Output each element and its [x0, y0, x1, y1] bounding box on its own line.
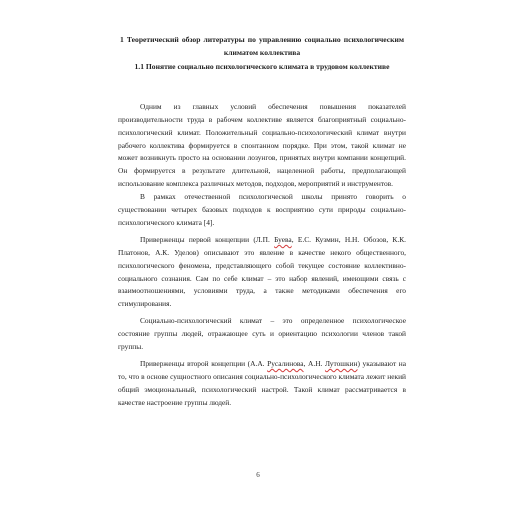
- paragraph-3: [118, 234, 406, 311]
- paragraph-4: Социально-психологический климат – это определенное психологическое состояние группы людей, отражающее суть и ориентацию психологии членов такой группы.: [118, 316, 406, 352]
- paragraph-5: [118, 358, 406, 410]
- section-heading: 1.1 Понятие социально психологического климата в трудовом коллективе: [134, 62, 390, 72]
- paragraph-1: Одним из главных условий обеспечения повышения показателей производительности труда в рабочем коллективе является благоприятный социально-психологический климат. Положительный социально-психологический климат внутри рабочего коллектива формируется в спонтанном порядке. При этом, такой климат не может возникнуть просто на основании лозунгов, принятых внутри компании концепций. Он формируется в результате длительной, нацеленной работы, предполагающей использование комплекса различных методов, подходов, мероприятий и инструментов.: [118, 101, 406, 189]
- paragraph-5-mid: , А.Н.: [303, 359, 325, 368]
- misspelled-name: Буева: [274, 234, 292, 244]
- page-number: 6: [256, 471, 260, 479]
- paragraph-5-rest: ) указывают на то, что в основе сущностного описания социально-психологического климата лежит некий общий эмоциональный, психологический настрой. Такой климат рассматривается в качестве настроение группы людей.: [118, 359, 406, 407]
- chapter-heading: 1 Теоретический обзор литературы по управлению социально психологическим климатом коллектива: [120, 35, 404, 57]
- paragraph-3-rest: , Е.С. Кузмин, Н.Н. Обозов, К.К. Платонов, А.К. Уделов) описывают это явление в качестве некого общественного, психологического феномена, представляющего собой текущее состояние коллективно-социального сознания. Сам по себе климат – это набор явлений, имеющими связь с взаимоотношениями, условиями труда, а также методиками обеспечения его стимулирования.: [118, 234, 406, 309]
- paragraph-2: В рамках отечественной психологической школы принято говорить о существовании четырех базовых подходов к восприятию сути природы социально-психологического климата [4].: [118, 192, 406, 227]
- paragraph-3-start: Приверженцы первой концепции (Л.П.: [140, 234, 275, 244]
- misspelled-name: Лутошкин: [324, 359, 358, 368]
- paragraph-5-start: Приверженцы второй концепции (А.А.: [140, 359, 268, 368]
- misspelled-name: Русалинова: [267, 359, 304, 368]
- document-body: [118, 34, 406, 410]
